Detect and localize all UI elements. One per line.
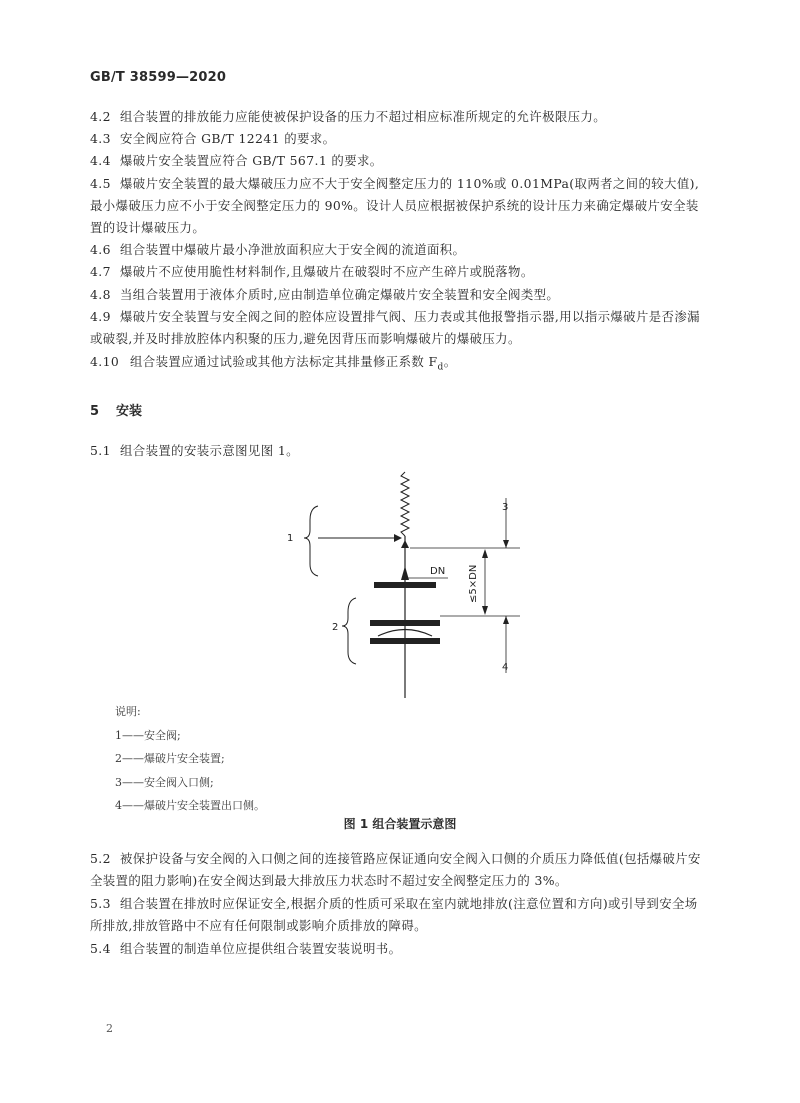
clause-number: 4.5 <box>90 176 111 191</box>
valve-seat-arrow <box>401 540 409 548</box>
disc-holder-upper <box>370 620 440 626</box>
clause-5-1 <box>90 440 710 462</box>
figure-legend <box>115 700 265 818</box>
clause-text: 爆破片安全装置应符合 GB/T 567.1 的要求。 <box>120 153 383 168</box>
clause-number: 4.8 <box>90 287 111 302</box>
brace-1 <box>304 506 318 576</box>
page-number: 2 <box>106 1022 113 1035</box>
clause-4-8 <box>90 284 710 306</box>
clause-tail: 。 <box>443 354 457 369</box>
label-1: 1 <box>287 533 294 544</box>
clause-5-4 <box>90 938 710 960</box>
section-heading <box>90 400 142 419</box>
clause-4-5 <box>90 173 710 239</box>
clause-4-6 <box>90 239 710 261</box>
clause-text: 组合装置的排放能力应能使被保护设备的压力不超过相应标准所规定的允许极限压力。 <box>120 109 607 124</box>
clause-text: 组合装置在排放时应保证安全,根据介质的性质可采取在室内就地排放(注意位置和方向)或引导到安全场所排放,排放管路中不应有任何限制或影响介质排放的障碍。 <box>90 896 698 933</box>
clause-number: 5.3 <box>90 896 111 911</box>
legend-item: 2——爆破片安全装置; <box>115 752 225 765</box>
label-2: 2 <box>332 622 339 633</box>
clause-number: 5.2 <box>90 851 111 866</box>
clause-4-2 <box>90 106 710 128</box>
clause-text: 爆破片安全装置的最大爆破压力应不大于安全阀整定压力的 110%或 0.01MPa(取两者之间的较大值),最小爆破压力应不小于安全阀整定压力的 90%。设计人员应根据被保护系统的设计压力来确定爆破片安全装置的设计爆破压力。 <box>90 176 700 235</box>
figure-caption: 图 1 组合装置示意图 <box>343 817 457 831</box>
clause-text: 被保护设备与安全阀的入口侧之间的连接管路应保证通向安全阀入口侧的介质压力降低值(包括爆破片安全装置的阻力影响)在安全阀达到最大排放压力状态时不超过安全阀整定压力的 3%。 <box>90 851 701 888</box>
legend-item: 4——爆破片安全装置出口侧。 <box>115 799 265 812</box>
disc-holder-lower <box>370 638 440 644</box>
clause-number: 4.9 <box>90 309 111 324</box>
legend-item: 1——安全阀; <box>115 728 181 742</box>
inlet-flange <box>374 582 436 588</box>
clause-text: 爆破片安全装置与安全阀之间的腔体应设置排气阀、压力表或其他报警指示器,用以指示爆破片是否渗漏或破裂,并及时排放腔体内积聚的压力,避免因背压而影响爆破片的爆破压力。 <box>90 309 700 346</box>
clause-number: 5.1 <box>90 443 111 458</box>
clause-number: 4.6 <box>90 242 111 257</box>
clause-number: 5.4 <box>90 941 111 956</box>
legend-item: 3——安全阀入口侧; <box>115 775 214 789</box>
section-title: 安装 <box>116 404 143 419</box>
legend-title: 说明: <box>115 705 141 718</box>
clause-4-4 <box>90 150 710 172</box>
clause-text: 组合装置应通过试验或其他方法标定其排量修正系数 F <box>130 354 438 369</box>
clause-5-3 <box>90 893 710 937</box>
clause-4-10 <box>90 351 710 378</box>
clause-text: 爆破片不应使用脆性材料制作,且爆破片在破裂时不应产生碎片或脱落物。 <box>120 264 534 279</box>
clause-number: 4.2 <box>90 109 111 124</box>
clause-4-3 <box>90 128 710 150</box>
clause-number: 4.10 <box>90 354 120 369</box>
clause-number: 4.7 <box>90 264 111 279</box>
label-4: 4 <box>502 662 509 673</box>
section-number: 5 <box>90 404 100 419</box>
clause-4-9 <box>90 306 710 350</box>
clause-text: 安全阀应符合 GB/T 12241 的要求。 <box>120 131 336 146</box>
dimension-label: ≤5×DN <box>468 564 479 603</box>
clause-4-7 <box>90 261 710 283</box>
clause-text: 组合装置的制造单位应提供组合装置安装说明书。 <box>120 941 402 956</box>
standard-header: GB/T 38599—2020 <box>90 70 227 85</box>
subscript: d <box>437 362 444 373</box>
clause-number: 4.3 <box>90 131 111 146</box>
clause-number: 4.4 <box>90 153 111 168</box>
dn-label: DN <box>430 566 446 577</box>
safety-valve-spring <box>401 472 409 536</box>
assembly-diagram <box>270 468 530 703</box>
clause-5-2 <box>90 848 710 892</box>
clause-text: 组合装置的安装示意图见图 1。 <box>120 443 299 458</box>
brace-2 <box>342 598 356 664</box>
clause-text: 当组合装置用于液体介质时,应由制造单位确定爆破片安全装置和安全阀类型。 <box>120 287 560 302</box>
label-3: 3 <box>502 502 509 513</box>
clause-text: 组合装置中爆破片最小净泄放面积应大于安全阀的流道面积。 <box>120 242 466 257</box>
